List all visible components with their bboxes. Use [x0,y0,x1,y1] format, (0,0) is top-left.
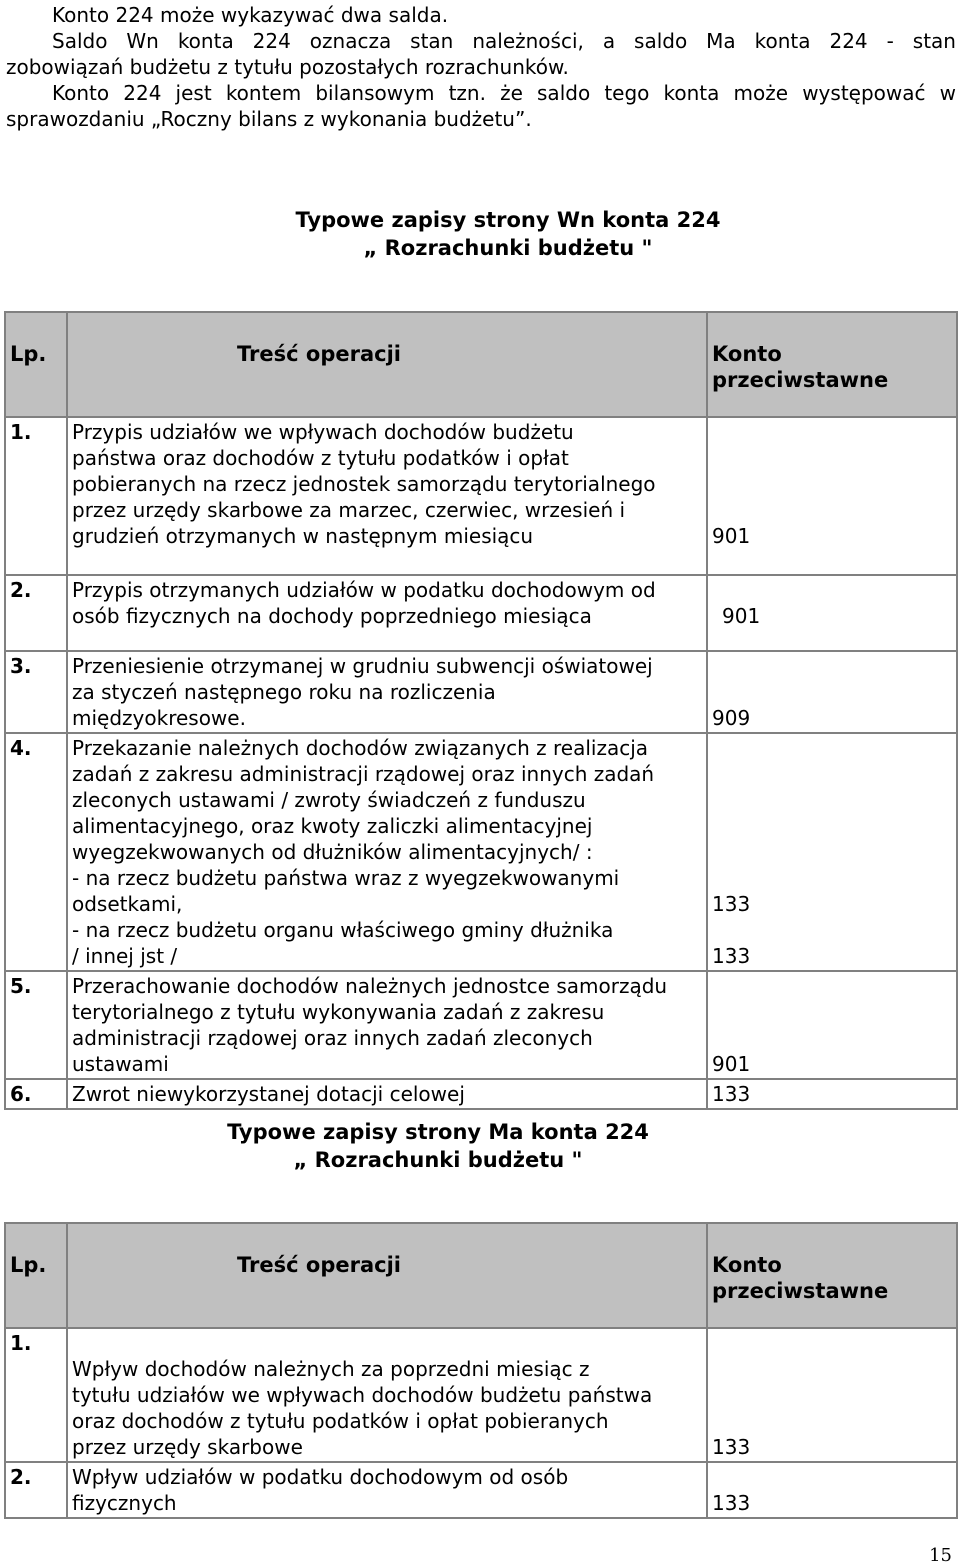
row-account: 901 [707,971,957,1079]
row-account-a: 133 [712,892,751,916]
row-content: Przypis otrzymanych udziałów w podatku dochodowym od osób fizycznych na dochody poprzedniego miesiąca [67,575,707,651]
row-lp: 2. [5,1462,67,1518]
table-header-row [5,1223,957,1328]
row-account: 901 [707,417,957,575]
section-ma-title: Typowe zapisy strony Ma konta 224 [227,1120,649,1144]
table-row [5,417,957,575]
row-lp: 2. [5,575,67,651]
header-account: Konto przeciwstawne [707,312,957,417]
header-lp: Lp. [5,1223,67,1328]
table-ma [4,1222,958,1519]
row-account: 133 [707,1328,957,1462]
table-row [5,575,957,651]
header-lp: Lp. [5,312,67,417]
table-row [5,1462,957,1518]
intro-line-1: Konto 224 może wykazywać dwa salda. [52,3,449,27]
row-account-b: 133 [712,944,751,968]
section-wn-title: Typowe zapisy strony Wn konta 224 [295,208,721,232]
table-row [5,971,957,1079]
table-row [5,651,957,733]
row-account: 133 [707,1462,957,1518]
row-content: Przeniesienie otrzymanej w grudniu subwencji oświatowej za styczeń następnego roku na rozliczenia międzyokresowe. [67,651,707,733]
table-wn [4,311,958,1110]
row-content: Przekazanie należnych dochodów związanych z realizacja zadań z zakresu administracji rządowej oraz innych zadań zleconych ustawami / zwroty świadczeń z funduszu alimentacyjnego, oraz kwoty zaliczki alimentacyjnej wyegzekwowanych od dłużników alimentacyjnych/ : - na rzecz budżetu państwa wraz z wyegzekwowanymi odsetkami, - na rzecz budżetu organu właściwego gminy dłużnika / innej jst / [67,733,707,971]
header-account: Konto przeciwstawne [707,1223,957,1328]
row-account: 901 [707,575,957,651]
row-content: Zwrot niewykorzystanej dotacji celowej [67,1079,707,1109]
intro-line-2a: Saldo Wn konta 224 oznacza stan należności, a saldo Ma konta 224 - stan [52,29,956,53]
table-header-row [5,312,957,417]
header-content: Treść operacji [67,1223,707,1328]
row-account: 133 [707,1079,957,1109]
row-account [707,733,957,971]
row-content: Wpływ udziałów w podatku dochodowym od osób fizycznych [67,1462,707,1518]
table-row [5,1079,957,1109]
row-lp: 4. [5,733,67,971]
row-lp: 3. [5,651,67,733]
row-lp: 1. [5,417,67,575]
section-ma-subtitle: „ Rozrachunki budżetu " [293,1148,583,1172]
intro-line-2b: zobowiązań budżetu z tytułu pozostałych rozrachunków. [6,55,569,79]
page-number: 15 [929,1545,952,1566]
row-lp: 6. [5,1079,67,1109]
header-content: Treść operacji [67,312,707,417]
row-content: Wpływ dochodów należnych za poprzedni miesiąc z tytułu udziałów we wpływach dochodów budżetu państwa oraz dochodów z tytułu podatków i opłat pobieranych przez urzędy skarbowe [67,1328,707,1462]
section-wn-subtitle: „ Rozrachunki budżetu " [363,236,653,260]
intro-line-3b: sprawozdaniu „Roczny bilans z wykonania budżetu”. [6,107,532,131]
row-content: Przerachowanie dochodów należnych jednostce samorządu terytorialnego z tytułu wykonywania zadań z zakresu administracji rządowej oraz innych zadań zleconych ustawami [67,971,707,1079]
row-lp: 1. [5,1328,67,1462]
table-row [5,733,957,971]
intro-line-3a: Konto 224 jest kontem bilansowym tzn. że saldo tego konta może występować w [52,81,956,105]
table-row [5,1328,957,1462]
row-lp: 5. [5,971,67,1079]
row-content: Przypis udziałów we wpływach dochodów budżetu państwa oraz dochodów z tytułu podatków i opłat pobieranych na rzecz jednostek samorządu terytorialnego przez urzędy skarbowe za marzec, czerwiec, wrzesień i grudzień otrzymanych w następnym miesiącu [67,417,707,575]
row-account: 909 [707,651,957,733]
